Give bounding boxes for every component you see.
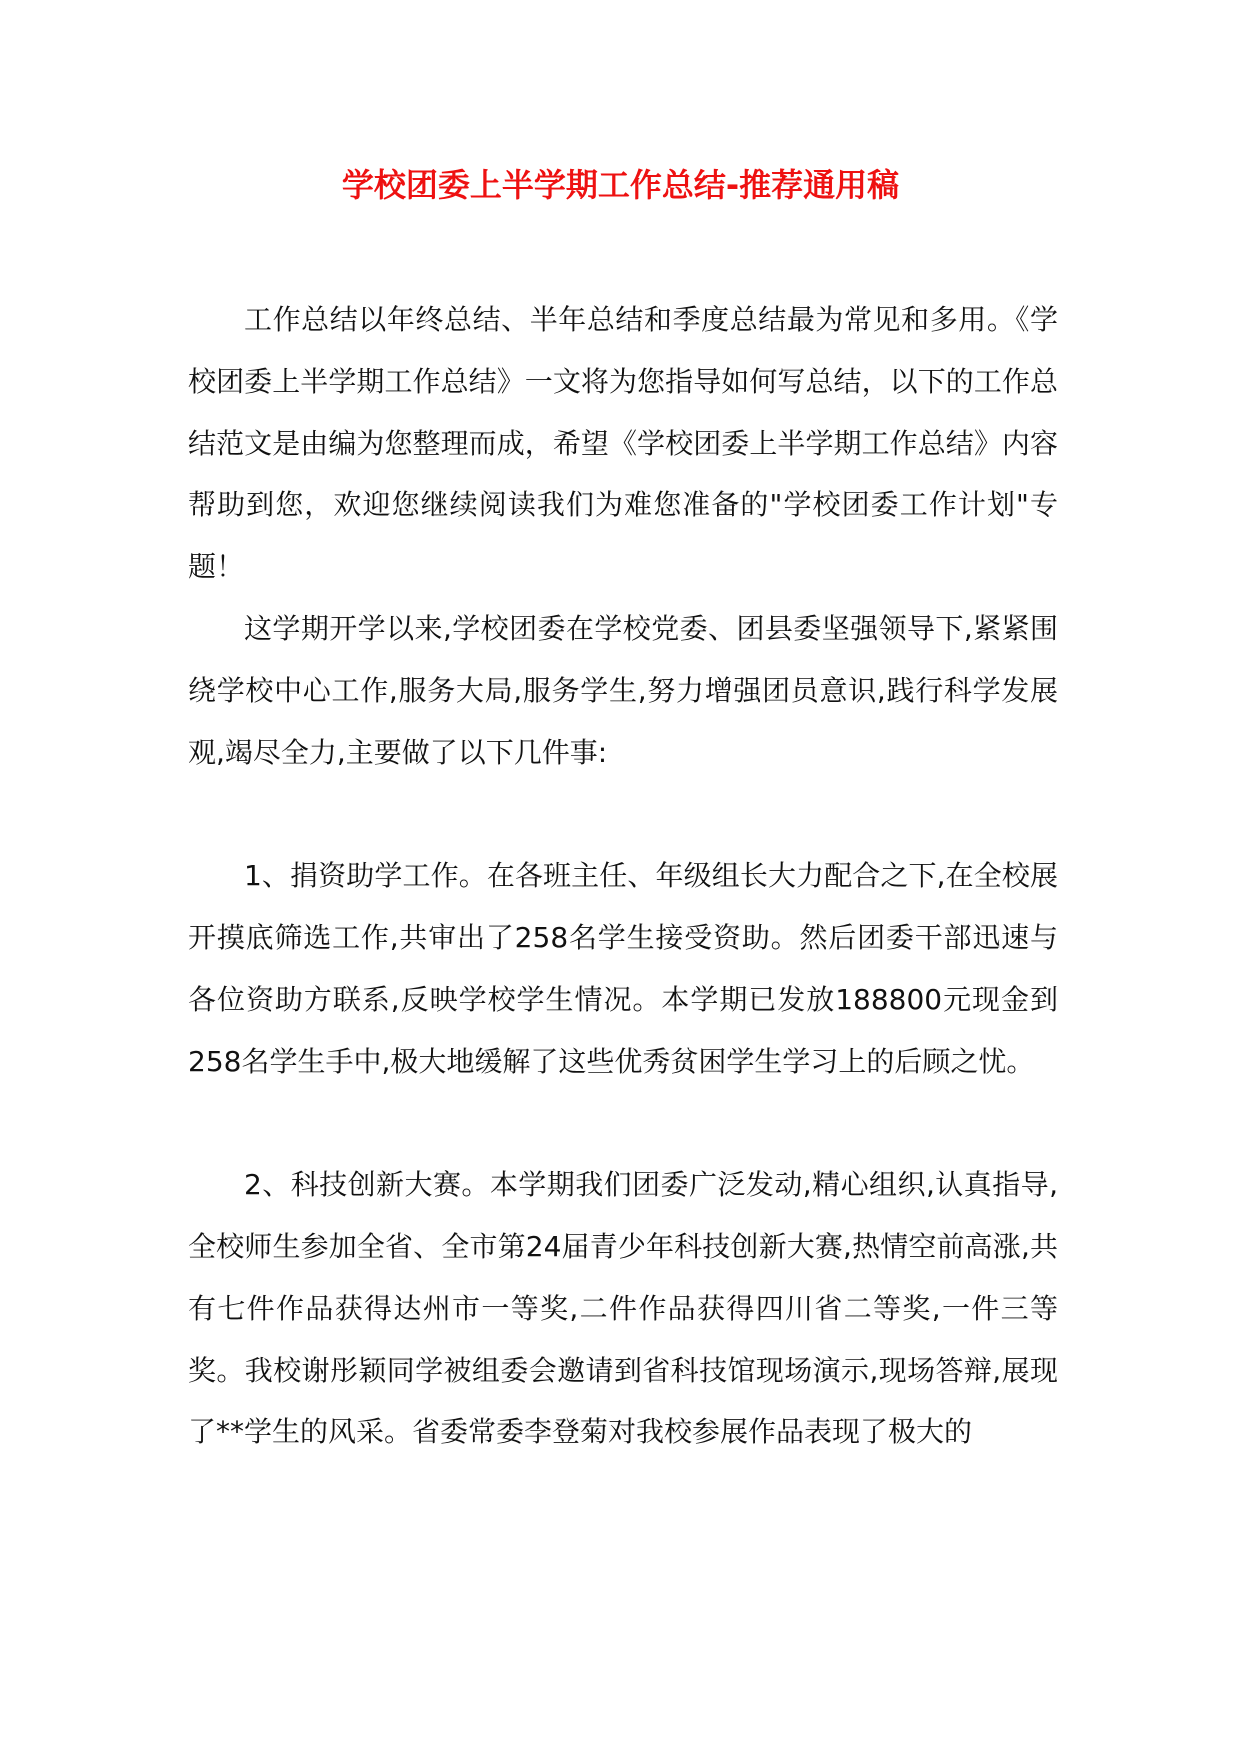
paragraph-spacer (188, 1092, 1058, 1154)
paragraph-item-1: 1、捐资助学工作。在各班主任、年级组长大力配合之下,在全校展开摸底筛选工作,共审出了258名学生接受资助。然后团委干部迅速与各位资助方联系,反映学校学生情况。本学期已发放188800元现金到258名学生手中,极大地缓解了这些优秀贫困学生学习上的后顾之忧。 (188, 859, 1058, 1078)
paragraph-overview: 这学期开学以来,学校团委在学校党委、团县委坚强领导下,紧紧围绕学校中心工作,服务大局,服务学生,努力增强团员意识,践行科学发展观,竭尽全力,主要做了以下几件事: (188, 611, 1058, 769)
paragraph-item-2: 2、科技创新大赛。本学期我们团委广泛发动,精心组织,认真指导,全校师生参加全省、全市第24届青少年科技创新大赛,热情空前高涨,共有七件作品获得达州市一等奖,二件作品获得四川省二等奖,一件三等奖。我校谢彤颖同学被组委会邀请到省科技馆现场演示,现场答辩,展现了**学生的风采。省委常委李登菊对我校参展作品表现了极大的 (188, 1168, 1058, 1449)
document-title: 学校团委上半学期工作总结-推荐通用稿 (341, 166, 900, 204)
paragraph-intro: 工作总结以年终总结、半年总结和季度总结最为常见和多用。《学校团委上半学期工作总结》一文将为您指导如何写总结，以下的工作总结范文是由编为您整理而成，希望《学校团委上半学期工作总结》内容帮助到您，欢迎您继续阅读我们为难您准备的"学校团委工作计划"专题！ (188, 303, 1058, 584)
paragraph-spacer (188, 783, 1058, 845)
document-body (188, 289, 1058, 1463)
